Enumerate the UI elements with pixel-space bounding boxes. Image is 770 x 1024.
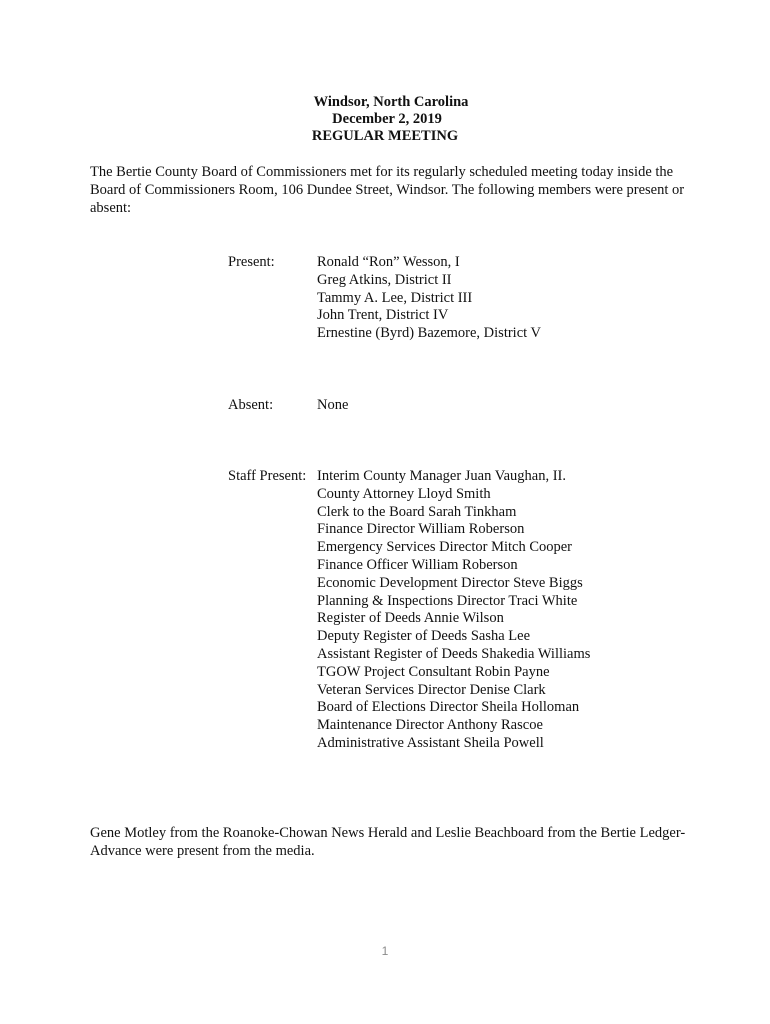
member-name: Deputy Register of Deeds Sasha Lee	[317, 628, 531, 645]
member-name: Register of Deeds Annie Wilson	[317, 610, 504, 627]
member-name: Ernestine (Byrd) Bazemore, District V	[317, 325, 542, 342]
member-name: Interim County Manager Juan Vaughan, II.	[317, 468, 566, 484]
member-name: Economic Development Director Steve Biggs	[317, 574, 583, 591]
header-city: Windsor, North Carolina	[313, 94, 469, 110]
member-name: Clerk to the Board Sarah Tinkham	[317, 503, 517, 520]
member-name: Finance Officer William Roberson	[317, 556, 518, 573]
member-name: Planning & Inspections Director Traci White	[317, 592, 578, 609]
present-members-list	[317, 254, 541, 343]
member-name: County Attorney Lloyd Smith	[317, 485, 491, 502]
absent-members-list	[317, 397, 348, 415]
media-paragraph: Gene Motley from the Roanoke-Chowan News Herald and Leslie Beachboard from the Bertie Ledger-Advance were present from the media.	[90, 825, 686, 859]
member-name: Tammy A. Lee, District III	[317, 289, 473, 306]
member-name: Administrative Assistant Sheila Powell	[317, 734, 544, 751]
staff-members-list	[317, 468, 590, 753]
header-date: December 2, 2019	[332, 111, 442, 127]
member-name: None	[317, 397, 349, 413]
staff-label: Staff Present:	[228, 468, 307, 484]
document-header	[0, 94, 770, 145]
present-label: Present:	[228, 254, 275, 270]
member-name: Finance Director William Roberson	[317, 521, 525, 538]
intro-paragraph: The Bertie County Board of Commissioners met for its regularly scheduled meeting today inside the Board of Commissioners Room, 106 Dundee Street, Windsor. The following members were present or absent:	[90, 164, 685, 216]
member-name: TGOW Project Consultant Robin Payne	[317, 663, 550, 680]
header-meeting-type: REGULAR MEETING	[311, 128, 459, 144]
absent-label: Absent:	[228, 397, 274, 413]
member-name: Board of Elections Director Sheila Holloman	[317, 699, 580, 716]
member-name: Assistant Register of Deeds Shakedia Williams	[317, 645, 591, 662]
member-name: Veteran Services Director Denise Clark	[317, 681, 546, 698]
page-number: 1	[381, 944, 389, 958]
member-name: Ronald “Ron” Wesson, I	[317, 254, 460, 270]
member-name: Greg Atkins, District II	[317, 271, 452, 288]
member-name: John Trent, District IV	[317, 307, 449, 324]
member-name: Maintenance Director Anthony Rascoe	[317, 717, 543, 734]
member-name: Emergency Services Director Mitch Cooper	[317, 539, 573, 556]
